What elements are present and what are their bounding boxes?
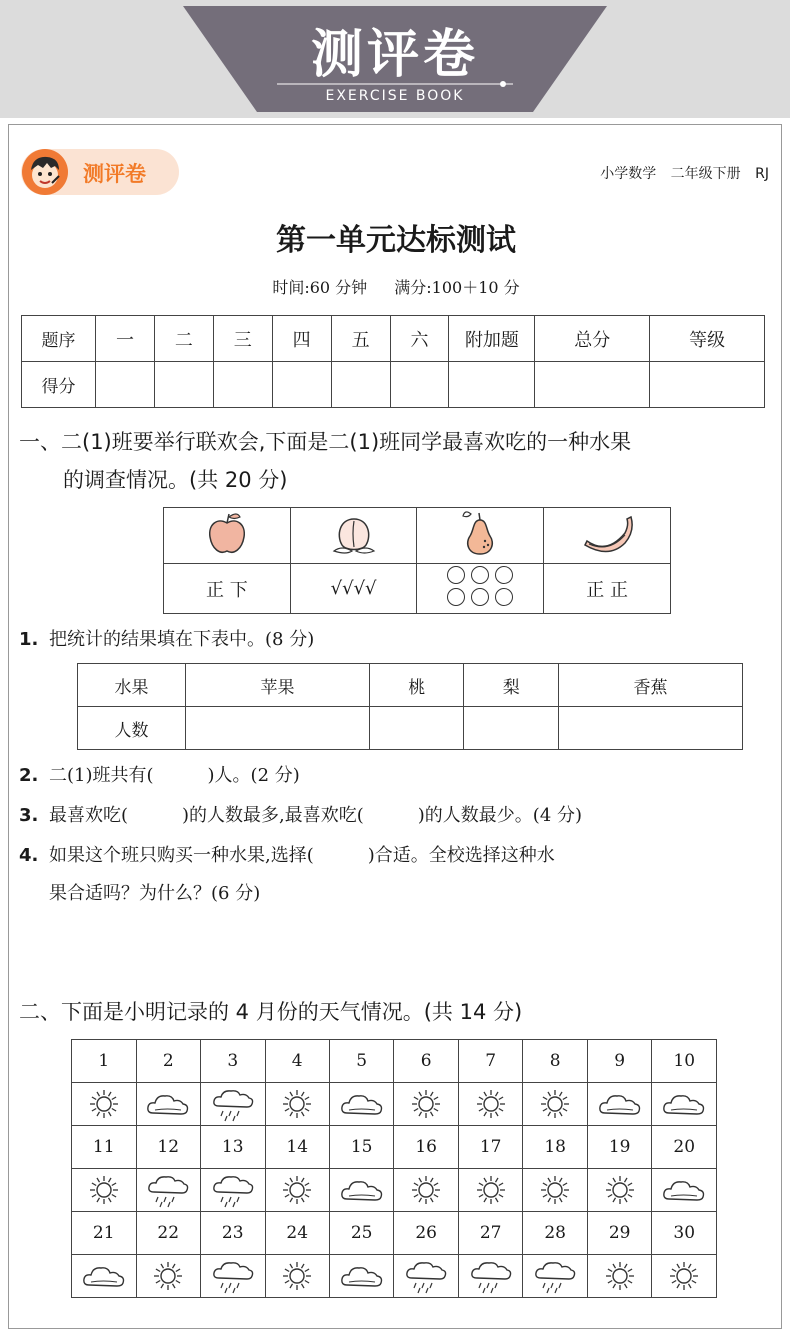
weather-day-number: 14	[265, 1126, 329, 1169]
weather-day-number: 30	[652, 1212, 717, 1255]
sun-icon	[476, 1089, 506, 1119]
weather-icon-cell	[265, 1169, 329, 1212]
sun-icon	[540, 1089, 570, 1119]
tally-apple: 正 下	[164, 564, 291, 614]
weather-day-number: 21	[72, 1212, 137, 1255]
score-table-score-row	[22, 362, 765, 408]
cloudy-icon	[597, 1089, 643, 1119]
sub-question-1-number: 1.	[19, 629, 39, 650]
weather-day-number: 6	[394, 1040, 459, 1083]
rain-icon	[469, 1258, 513, 1294]
fruit-count-table	[77, 663, 743, 750]
sun-icon	[411, 1089, 441, 1119]
weather-day-number: 9	[587, 1040, 652, 1083]
sun-icon	[282, 1089, 312, 1119]
weather-icon-cell	[458, 1255, 523, 1298]
weather-day-number: 23	[201, 1212, 266, 1255]
apple-icon	[205, 511, 249, 557]
weather-icon-cell	[265, 1255, 329, 1298]
weather-icon-row	[72, 1083, 717, 1126]
sub-question-1-text: 把统计的结果填在下表中。(8 分)	[49, 629, 315, 650]
rain-icon	[404, 1258, 448, 1294]
cloudy-icon	[339, 1089, 385, 1119]
top-banner	[0, 0, 790, 118]
cloudy-icon	[661, 1089, 707, 1119]
paper-title: 第一单元达标测试	[276, 223, 516, 258]
circle-tally-marks	[444, 564, 516, 608]
score-cell[interactable]	[272, 362, 331, 408]
weather-icon-cell	[201, 1169, 266, 1212]
rain-icon	[211, 1258, 255, 1294]
boy-avatar-icon	[21, 148, 69, 196]
weather-day-number: 10	[652, 1040, 717, 1083]
sun-icon	[153, 1261, 183, 1291]
score-cell[interactable]	[96, 362, 155, 408]
rain-icon	[146, 1172, 190, 1208]
fruit-tally-table	[163, 507, 671, 614]
weather-icon-cell	[458, 1169, 523, 1212]
score-cell[interactable]	[449, 362, 535, 408]
weather-day-number: 19	[587, 1126, 652, 1169]
score-col-5: 五	[331, 316, 390, 362]
sub-question-4-number: 4.	[19, 845, 39, 866]
sub-question-2	[19, 757, 300, 795]
fruit-count-answer-row	[78, 707, 743, 750]
weather-day-row	[72, 1040, 717, 1083]
fruit-cell-pear	[417, 508, 544, 564]
weather-day-number: 17	[458, 1126, 523, 1169]
score-cell[interactable]	[331, 362, 390, 408]
question-1-text	[19, 423, 779, 499]
weather-icon-cell	[394, 1255, 459, 1298]
weather-icon-cell	[523, 1255, 588, 1298]
weather-day-number: 2	[136, 1040, 201, 1083]
fruit-cell-apple	[164, 508, 291, 564]
score-col-1: 一	[96, 316, 155, 362]
weather-day-number: 8	[523, 1040, 588, 1083]
weather-icon-cell	[587, 1083, 652, 1126]
weather-day-number: 26	[394, 1212, 459, 1255]
weather-day-number: 4	[265, 1040, 329, 1083]
fruit-name-peach: 桃	[369, 664, 464, 707]
weather-day-number: 1	[72, 1040, 137, 1083]
score-table-header-row	[22, 316, 765, 362]
sub-question-1	[19, 621, 314, 659]
weather-day-row	[72, 1212, 717, 1255]
weather-icon-row	[72, 1255, 717, 1298]
section-badge	[21, 149, 179, 195]
weather-icon-cell	[72, 1083, 137, 1126]
fruit-count-cell[interactable]	[464, 707, 559, 750]
weather-day-number: 7	[458, 1040, 523, 1083]
weather-icon-cell	[136, 1169, 201, 1212]
peach-icon	[328, 511, 380, 557]
score-cell[interactable]	[390, 362, 449, 408]
sun-icon	[411, 1175, 441, 1205]
tally-peach: √√√√	[290, 564, 417, 614]
fruit-cell-banana	[544, 508, 671, 564]
cloudy-icon	[81, 1261, 127, 1291]
fruit-name-banana: 香蕉	[559, 664, 743, 707]
exam-sheet	[8, 124, 782, 1329]
sub-question-2-text: 二(1)班共有( )人。(2 分)	[49, 765, 300, 786]
sun-icon	[89, 1175, 119, 1205]
weather-icon-cell	[136, 1083, 201, 1126]
weather-day-number: 25	[329, 1212, 394, 1255]
weather-day-row	[72, 1126, 717, 1169]
weather-icon-cell	[652, 1169, 717, 1212]
weather-icon-cell	[201, 1255, 266, 1298]
score-table	[21, 315, 765, 408]
weather-icon-cell	[329, 1083, 394, 1126]
fruit-cell-peach	[290, 508, 417, 564]
score-table-row2-header: 得分	[22, 362, 96, 408]
cloudy-icon	[661, 1175, 707, 1205]
weather-day-number: 11	[72, 1126, 137, 1169]
rain-icon	[211, 1086, 255, 1122]
score-col-bonus: 附加题	[449, 316, 535, 362]
score-table-row1-header: 题序	[22, 316, 96, 362]
banner-subtitle: EXERCISE BOOK	[325, 88, 465, 104]
weather-icon-cell	[394, 1083, 459, 1126]
sun-icon	[605, 1261, 635, 1291]
weather-day-number: 20	[652, 1126, 717, 1169]
sub-question-4-text-line2: 果合适吗？为什么？(6 分)	[49, 883, 261, 904]
tally-pear	[417, 564, 544, 614]
score-col-total: 总分	[535, 316, 650, 362]
weather-day-number: 15	[329, 1126, 394, 1169]
weather-icon-cell	[394, 1169, 459, 1212]
banana-icon	[579, 511, 635, 557]
fruit-count-cell[interactable]	[186, 707, 370, 750]
paper-meta	[9, 275, 783, 298]
rain-icon	[211, 1172, 255, 1208]
cloudy-icon	[145, 1089, 191, 1119]
subject-line: 小学数学 二年级下册 RJ	[600, 166, 769, 182]
sub-question-3-text: 最喜欢吃( )的人数最多,最喜欢吃( )的人数最少。(4 分)	[49, 805, 583, 826]
tally-mark-row	[164, 564, 671, 614]
score-col-2: 二	[154, 316, 213, 362]
weather-icon-cell	[72, 1169, 137, 1212]
sun-icon	[89, 1089, 119, 1119]
time-limit: 时间:60 分钟	[272, 278, 368, 297]
score-cell[interactable]	[154, 362, 213, 408]
fruit-count-cell[interactable]	[559, 707, 743, 750]
rain-icon	[533, 1258, 577, 1294]
weather-icon-cell	[587, 1255, 652, 1298]
score-cell[interactable]	[650, 362, 765, 408]
fruit-picture-row	[164, 508, 671, 564]
weather-day-number: 16	[394, 1126, 459, 1169]
sub-question-3-number: 3.	[19, 805, 39, 826]
question-1-line1: 一、二(1)班要举行联欢会,下面是二(1)班同学最喜欢吃的一种水果	[19, 430, 632, 454]
fruit-count-row2-header: 人数	[78, 707, 186, 750]
fruit-count-header-row	[78, 664, 743, 707]
score-col-grade: 等级	[650, 316, 765, 362]
weather-icon-cell	[72, 1255, 137, 1298]
weather-icon-row	[72, 1169, 717, 1212]
weather-day-number: 24	[265, 1212, 329, 1255]
banner-title: 测评卷	[310, 25, 479, 85]
weather-icon-cell	[329, 1255, 394, 1298]
weather-icon-cell	[523, 1083, 588, 1126]
full-score: 满分:100＋10 分	[394, 278, 520, 297]
weather-table	[71, 1039, 717, 1298]
badge-label: 测评卷	[83, 162, 146, 186]
weather-icon-cell	[458, 1083, 523, 1126]
score-cell[interactable]	[535, 362, 650, 408]
weather-icon-cell	[652, 1083, 717, 1126]
fruit-name-apple: 苹果	[186, 664, 370, 707]
weather-icon-cell	[329, 1169, 394, 1212]
weather-day-number: 18	[523, 1126, 588, 1169]
sun-icon	[282, 1175, 312, 1205]
weather-icon-cell	[201, 1083, 266, 1126]
sun-icon	[476, 1175, 506, 1205]
weather-day-number: 5	[329, 1040, 394, 1083]
sub-question-4-text: 如果这个班只购买一种水果,选择( )合适。全校选择这种水	[49, 845, 555, 866]
sun-icon	[669, 1261, 699, 1291]
pear-icon	[457, 510, 503, 558]
weather-icon-cell	[652, 1255, 717, 1298]
sun-icon	[540, 1175, 570, 1205]
score-col-6: 六	[390, 316, 449, 362]
score-col-4: 四	[272, 316, 331, 362]
weather-day-number: 28	[523, 1212, 588, 1255]
weather-icon-cell	[523, 1169, 588, 1212]
weather-day-number: 22	[136, 1212, 201, 1255]
cloudy-icon	[339, 1175, 385, 1205]
score-cell[interactable]	[213, 362, 272, 408]
score-col-3: 三	[213, 316, 272, 362]
weather-icon-cell	[265, 1083, 329, 1126]
weather-day-number: 13	[201, 1126, 266, 1169]
sub-question-3	[19, 797, 582, 835]
weather-icon-cell	[136, 1255, 201, 1298]
sub-question-2-number: 2.	[19, 765, 39, 786]
question-2-text: 二、下面是小明记录的 4 月份的天气情况。(共 14 分)	[19, 1000, 523, 1024]
cloudy-icon	[339, 1261, 385, 1291]
question-1-line2: 的调查情况。(共 20 分)	[63, 468, 288, 492]
weather-day-number: 29	[587, 1212, 652, 1255]
sun-icon	[605, 1175, 635, 1205]
fruit-count-row1-header: 水果	[78, 664, 186, 707]
tally-banana: 正 正	[544, 564, 671, 614]
fruit-name-pear: 梨	[464, 664, 559, 707]
weather-day-number: 27	[458, 1212, 523, 1255]
fruit-count-cell[interactable]	[369, 707, 464, 750]
sub-question-4	[19, 837, 555, 913]
sun-icon	[282, 1261, 312, 1291]
weather-day-number: 3	[201, 1040, 266, 1083]
weather-icon-cell	[587, 1169, 652, 1212]
weather-day-number: 12	[136, 1126, 201, 1169]
